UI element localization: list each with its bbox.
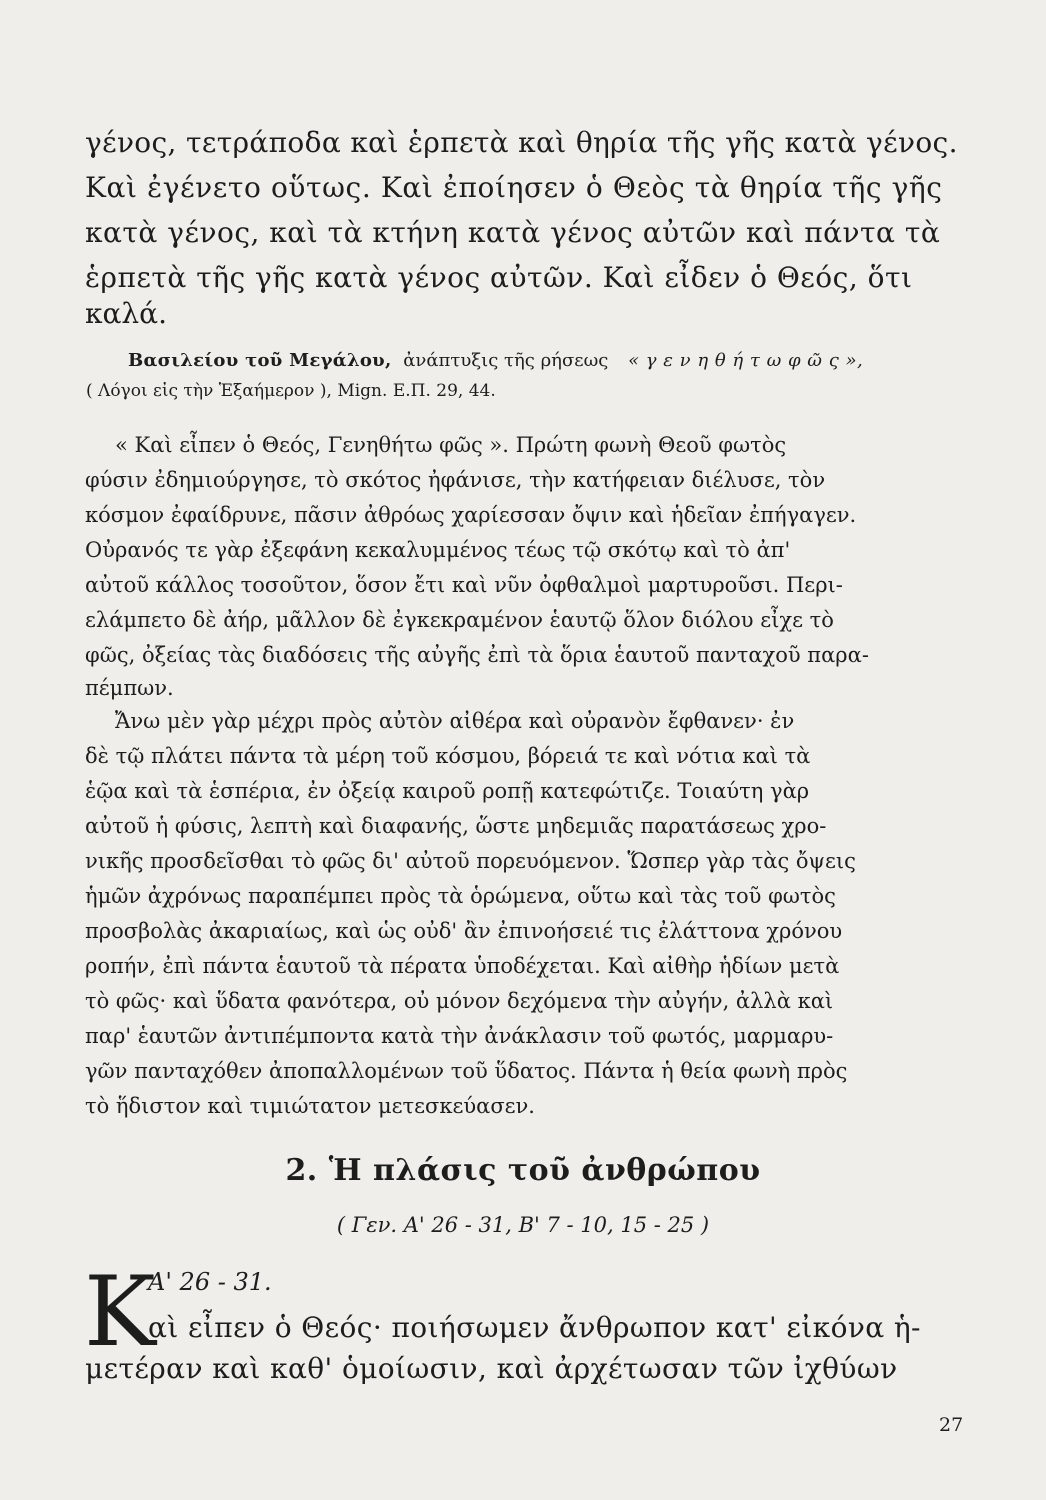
citation-work: ( Λόγοι εἰς τὴν Ἑξαήμερον ), Mign. Ε.Π. 29, 44. (86, 381, 496, 401)
genesis-line: κατὰ γένος, καὶ τὰ κτήνη κατὰ γένος αὐτῶν καὶ πάντα τὰ (85, 216, 941, 249)
section-title: 2. Ἡ πλάσις τοῦ ἀνθρώπου (285, 1153, 761, 1188)
citation-author: Βασιλείου τοῦ Μεγάλου, (128, 350, 392, 371)
verse-reference: Α' 26 - 31. (148, 1268, 272, 1296)
commentary-line: παρ' ἑαυτῶν ἀντιπέμποντα κατὰ τὴν ἀνάκλασιν τοῦ φωτός, μαρμαρυ- (85, 1024, 834, 1048)
commentary-line: προσβολὰς ἀκαριαίως, καὶ ὡς οὐδ' ἂν ἐπινοήσειέ τις ἐλάττονα χρόνου (85, 919, 843, 943)
citation-subtitle: ἀνάπτυξις τῆς ρήσεως (403, 350, 609, 371)
commentary-line: Οὐρανός τε γὰρ ἐξεφάνη κεκαλυμμένος τέως τῷ σκότῳ καὶ τὸ ἀπ' (85, 538, 791, 562)
commentary-line: πέμπων. (85, 676, 174, 700)
commentary-line: νικῆς προσδεῖσθαι τὸ φῶς δι' αὐτοῦ πορευόμενον. Ὥσπερ γὰρ τὰς ὄψεις (85, 849, 856, 873)
commentary-line: ελάμπετο δὲ ἀήρ, μᾶλλον δὲ ἐγκεκραμένον ἑαυτῷ ὅλον διόλου εἶχε τὸ (85, 608, 834, 632)
commentary-line: φύσιν ἐδημιούργησε, τὸ σκότος ἠφάνισε, τὴν κατήφειαν διέλυσε, τὸν (85, 468, 826, 492)
genesis-line: ἑρπετὰ τῆς γῆς κατὰ γένος αὐτῶν. Καὶ εἶδεν ὁ Θεός, ὅτι (85, 261, 913, 294)
citation-quote: « γ ε ν η θ ή τ ω φ ῶ ς », (628, 350, 864, 371)
commentary-line: Ἄνω μὲν γὰρ μέχρι πρὸς αὐτὸν αἰθέρα καὶ οὐρανὸν ἔφθανεν· ἐν (115, 709, 795, 733)
verse-line: αὶ εἶπεν ὁ Θεός· ποιήσωμεν ἄνθρωπον κατ' εἰκόνα ἡ- (148, 1311, 921, 1344)
commentary-line: ἑῷα καὶ τὰ ἑσπέρια, ἐν ὀξείᾳ καιροῦ ροπῇ κατεφώτιζε. Τοιαύτη γὰρ (85, 779, 810, 803)
drop-cap: Κ (84, 1256, 156, 1368)
commentary-line: « Καὶ εἶπεν ὁ Θεός, Γενηθήτω φῶς ». Πρώτη φωνὴ Θεοῦ φωτὸς (115, 433, 787, 457)
commentary-line: δὲ τῷ πλάτει πάντα τὰ μέρη τοῦ κόσμου, βόρειά τε καὶ νότια καὶ τὰ (85, 744, 811, 768)
page-number: 27 (939, 1414, 964, 1436)
commentary-line: αὐτοῦ ἡ φύσις, λεπτὴ καὶ διαφανής, ὥστε μηδεμιᾶς παρατάσεως χρο- (85, 814, 827, 838)
verse-line: μετέραν καὶ καθ' ὁμοίωσιν, καὶ ἀρχέτωσαν τῶν ἰχθύων (85, 1352, 898, 1385)
commentary-line: τὸ ἥδιστον καὶ τιμιώτατον μετεσκεύασεν. (85, 1094, 535, 1118)
commentary-line: τὸ φῶς· καὶ ὕδατα φανότερα, οὐ μόνον δεχόμενα τὴν αὐγήν, ἀλλὰ καὶ (85, 989, 834, 1013)
commentary-line: φῶς, ὀξείας τὰς διαδόσεις τῆς αὐγῆς ἐπὶ τὰ ὅρια ἑαυτοῦ πανταχοῦ παρα- (85, 643, 869, 667)
genesis-line: Καὶ ἐγένετο οὕτως. Καὶ ἐποίησεν ὁ Θεὸς τὰ θηρία τῆς γῆς (85, 171, 943, 204)
commentary-line: κόσμον ἐφαίδρυνε, πᾶσιν ἀθρόως χαρίεσσαν ὄψιν καὶ ἡδεῖαν ἐπήγαγεν. (85, 503, 857, 527)
genesis-line: καλά. (85, 297, 167, 330)
citation-line (128, 350, 863, 371)
genesis-line: γένος, τετράποδα καὶ ἑρπετὰ καὶ θηρία τῆς γῆς κατὰ γένος. (85, 126, 958, 159)
commentary-line: ροπήν, ἐπὶ πάντα ἑαυτοῦ τὰ πέρατα ὑποδέχεται. Καὶ αἰθὴρ ἡδίων μετὰ (85, 954, 840, 978)
commentary-line: αὐτοῦ κάλλος τοσοῦτον, ὅσον ἔτι καὶ νῦν ὀφθαλμοὶ μαρτυροῦσι. Περι- (85, 573, 843, 597)
section-reference: ( Γεν. Α' 26 - 31, Β' 7 - 10, 15 - 25 ) (336, 1213, 710, 1237)
commentary-line: ἡμῶν ἀχρόνως παραπέμπει πρὸς τὰ ὁρώμενα, οὕτω καὶ τὰς τοῦ φωτὸς (85, 884, 836, 908)
commentary-line: γῶν πανταχόθεν ἀποπαλλομένων τοῦ ὕδατος. Πάντα ἡ θεία φωνὴ πρὸς (85, 1059, 848, 1083)
